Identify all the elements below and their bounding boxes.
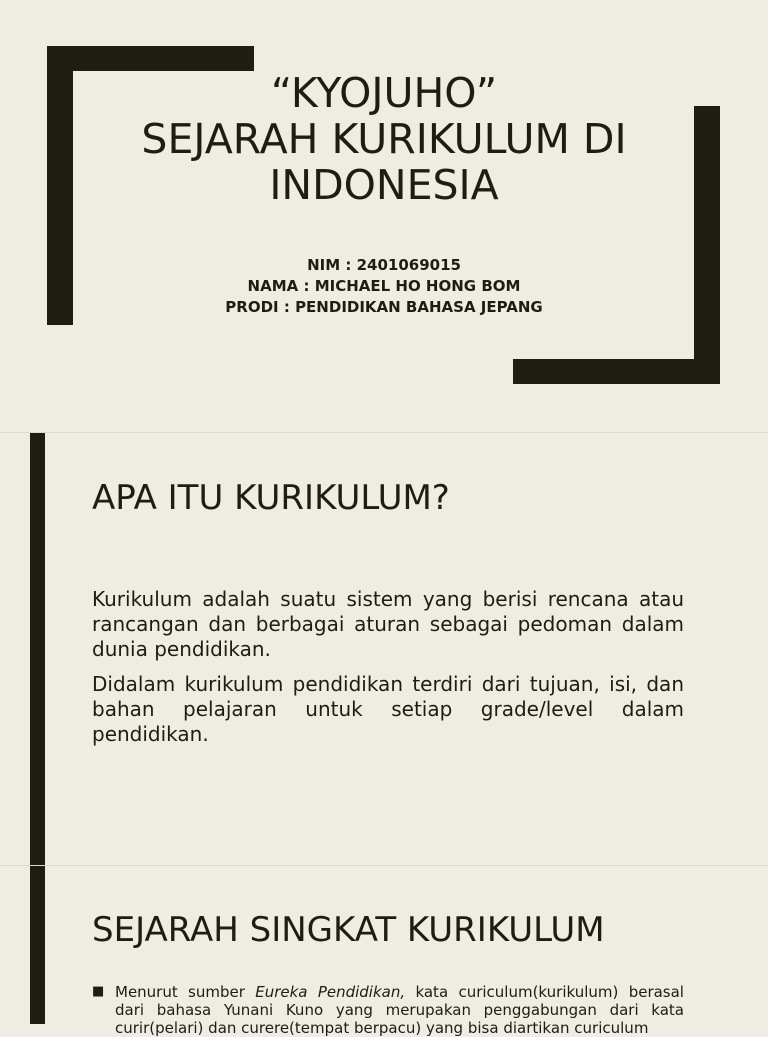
bullet-rest: kata curiculum(kurikulum) berasal dari bahasa Yunani Kuno yang merupakan penggabungan dari kata curir(pelari) dan curere(tempat berpacu) yang bisa diartikan curiculum [115,983,684,1037]
history-bullet-text [115,983,684,1037]
title-slide [0,0,768,432]
history-heading: SEJARAH SINGKAT KURIKULUM [92,910,605,950]
history-bullet [92,983,684,1037]
slide-accent-bar [30,433,45,865]
student-info [90,255,678,318]
bullet-source-emphasis: Eureka Pendidikan, [255,983,406,1001]
title-line-1: “KYOJUHO” [270,69,498,117]
definition-paragraph-2: Didalam kurikulum pendidikan terdiri dari tujuan, isi, dan bahan pelajaran untuk setiap grade/level dalam pendidikan. [92,672,684,746]
definition-paragraph-1: Kurikulum adalah suatu sistem yang berisi rencana atau rancangan dan berbagai aturan sebagai pedoman dalam dunia pendidikan. [92,587,684,661]
square-bullet-icon: ■ [92,984,105,999]
title-line-2: SEJARAH KURIKULUM DI [141,115,627,163]
slide-title [90,70,678,208]
frame-bottom-right-horizontal [513,359,720,384]
frame-bottom-right-vertical [694,106,720,384]
nim-line: NIM : 2401069015 [307,256,461,274]
bullet-prefix: Menurut sumber [115,983,256,1001]
definition-heading: APA ITU KURIKULUM? [92,478,450,518]
nama-line: NAMA : MICHAEL HO HONG BOM [247,277,521,295]
definition-body [92,587,684,757]
slide-accent-bar [30,866,45,1024]
title-line-3: INDONESIA [269,161,499,209]
prodi-line: PRODI : PENDIDIKAN BAHASA JEPANG [225,298,543,316]
frame-top-left-horizontal [47,46,254,71]
frame-top-left-vertical [47,46,73,325]
